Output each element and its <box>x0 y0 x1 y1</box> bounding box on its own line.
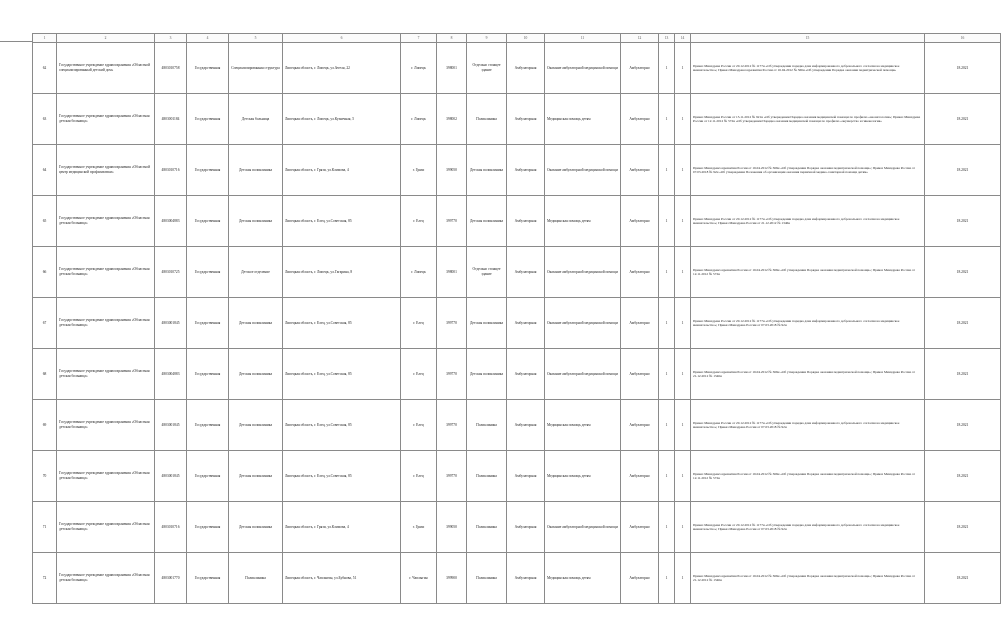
table-cell: г. Елец <box>401 400 437 451</box>
table-cell: Государственная <box>187 94 229 145</box>
table-cell: Липецкая область, г. Грязи, ул.Климова, 4 <box>283 145 401 196</box>
table-cell: 4803001845 <box>155 451 187 502</box>
table-cell: Детская поликлиника <box>467 349 507 400</box>
table-cell: Медицинская помощь детям <box>545 400 621 451</box>
table-cell: Детская больница <box>229 94 283 145</box>
table-cell: Оказание амбулаторной медицинской помощи <box>545 145 621 196</box>
table-cell: 1 <box>659 451 675 502</box>
table-cell: Государственная <box>187 145 229 196</box>
table-cell: 398002 <box>437 94 467 145</box>
table-cell: Государственное учреждение здравоохранения «Областная детская больница» <box>57 502 155 553</box>
table-row <box>33 349 1001 400</box>
table-cell: Государственная <box>187 43 229 94</box>
table-cell: Детская поликлиника <box>229 145 283 196</box>
table-cell: 71 <box>33 502 57 553</box>
table-cell: Медицинская помощь детям <box>545 553 621 604</box>
sheet-corner <box>0 33 32 42</box>
table-cell: 399770 <box>437 298 467 349</box>
table-cell: Государственная <box>187 400 229 451</box>
table-cell: Детская поликлиника <box>467 145 507 196</box>
table-cell: Липецкая область, г. Липецк, ул.Зегеля, 22 <box>283 43 401 94</box>
table-cell: Поликлиника <box>467 502 507 553</box>
table-row <box>33 196 1001 247</box>
table-cell: Приказ Минздрава России от 20.12.2012 № 1177н «Об утверждении порядка дачи информированного добровольного согласия на медицинское вмешательство»; Приказ Минздрава России от 07.03.2018 № 92н <box>691 400 925 451</box>
table-row <box>33 400 1001 451</box>
table-cell: 4803001845 <box>155 298 187 349</box>
table-cell: Амбулаторно <box>621 400 659 451</box>
table-cell: 1 <box>675 43 691 94</box>
table-cell: 4803010758 <box>155 43 187 94</box>
table-cell: Приказ Минздрава России от 15.11.2012 № 921н «Об утверждении Порядка оказания медицинской помощи по профилю «неонатология»; Приказ Минздрава России от 12.11.2012 № 572н «Об утверждении Порядка оказания медицинской помощи по профилю «акушерство и гинекология» <box>691 94 925 145</box>
table-cell: Липецкая область, г. Грязи, ул.Климова, 4 <box>283 502 401 553</box>
table-cell: 70 <box>33 451 57 502</box>
table-cell: 4803004883 <box>155 349 187 400</box>
table-cell: 399770 <box>437 451 467 502</box>
table-cell: Государственная <box>187 247 229 298</box>
table-cell: Государственная <box>187 553 229 604</box>
table-cell: Приказ Минздрава России от 20.12.2012 № 1177н «Об утверждении порядка дачи информированного добровольного согласия на медицинское вмешательство»; Приказ Минздрава России от 21.12.2012 № 1346н <box>691 196 925 247</box>
table-cell: 18.2021 <box>925 298 1001 349</box>
table-cell: 18.2021 <box>925 247 1001 298</box>
table-cell: Детская поликлиника <box>229 196 283 247</box>
table-cell: Приказ Минздравсоцразвития России от 16.04.2012 № 366н «Об утверждении Порядка оказания педиатрической помощи»; Приказ Минздрава России от 21.12.2012 № 1346н <box>691 349 925 400</box>
table-cell: Амбулаторная <box>507 247 545 298</box>
table-cell: 1 <box>659 145 675 196</box>
table-cell: Липецкая область, г. Елец, ул.Советская, 85 <box>283 451 401 502</box>
table-cell: Амбулаторно <box>621 451 659 502</box>
table-cell: г. Елец <box>401 451 437 502</box>
table-cell: Государственная <box>187 298 229 349</box>
table-cell: Детская поликлиника <box>229 400 283 451</box>
table-cell: 67 <box>33 298 57 349</box>
table-cell: Амбулаторно <box>621 553 659 604</box>
table-cell: Государственная <box>187 349 229 400</box>
column-number-header <box>33 34 1001 43</box>
table-cell: Амбулаторная <box>507 349 545 400</box>
table-cell: г. Чаплыгин <box>401 553 437 604</box>
table-cell: 4803010716 <box>155 502 187 553</box>
table-cell: Государственная <box>187 451 229 502</box>
table-cell: 65 <box>33 196 57 247</box>
table-cell: Липецкая область, г. Елец, ул.Советская, 85 <box>283 400 401 451</box>
table-cell: 1 <box>659 502 675 553</box>
table-cell: Липецкая область, г. Елец, ул.Советская, 85 <box>283 196 401 247</box>
column-number: 14 <box>675 34 691 43</box>
table-cell: Амбулаторно <box>621 196 659 247</box>
table-cell: 18.2021 <box>925 553 1001 604</box>
table-cell: г. Липецк <box>401 94 437 145</box>
table-cell: Амбулаторная <box>507 298 545 349</box>
table-cell: Государственное учреждение здравоохранения «Областная детская больница» <box>57 349 155 400</box>
table-cell: 18.2021 <box>925 43 1001 94</box>
table-cell: Поликлиника <box>467 94 507 145</box>
column-number: 16 <box>925 34 1001 43</box>
table-cell: Амбулаторно <box>621 43 659 94</box>
table-cell: 1 <box>659 43 675 94</box>
table-cell: Липецкая область, г. Липецк, ул.Кузнечная, 5 <box>283 94 401 145</box>
table-cell: 1 <box>675 145 691 196</box>
table-cell: Медицинская помощь детям <box>545 196 621 247</box>
table-cell: 18.2021 <box>925 94 1001 145</box>
table-cell: г. Елец <box>401 298 437 349</box>
table-cell: 68 <box>33 349 57 400</box>
column-number: 10 <box>507 34 545 43</box>
table-cell: Детская поликлиника <box>467 298 507 349</box>
table-cell: Государственное учреждение здравоохранения «Областной центр медицинской профилактики» <box>57 145 155 196</box>
table-cell: Поликлиника <box>229 553 283 604</box>
column-number: 2 <box>57 34 155 43</box>
table-cell: Государственное учреждение здравоохранения «Областная детская больница» <box>57 451 155 502</box>
table-row <box>33 298 1001 349</box>
table-cell: 63 <box>33 94 57 145</box>
table-row <box>33 451 1001 502</box>
table-cell: Детская поликлиника <box>467 196 507 247</box>
table-cell: Амбулаторная <box>507 196 545 247</box>
table-cell: Детская поликлиника <box>229 349 283 400</box>
table-cell: Поликлиника <box>467 553 507 604</box>
table-cell: 398001 <box>437 247 467 298</box>
table-cell: Приказ Минздравсоцразвития России от 16.04.2012 № 366н «Об утверждении Порядка оказания педиатрической помощи»; Приказ Минздрава России от 21.12.2012 № 1346н <box>691 553 925 604</box>
table-row <box>33 247 1001 298</box>
table-cell: г. Елец <box>401 349 437 400</box>
column-number: 7 <box>401 34 437 43</box>
table-cell: Амбулаторная <box>507 400 545 451</box>
column-number: 4 <box>187 34 229 43</box>
data-table <box>32 33 1001 604</box>
table-cell: Детская поликлиника <box>229 298 283 349</box>
column-number: 3 <box>155 34 187 43</box>
table-row <box>33 553 1001 604</box>
table-cell: 18.2021 <box>925 502 1001 553</box>
table-cell: Липецкая область, г. Чаплыгин, ул.Бубнова, 51 <box>283 553 401 604</box>
table-row <box>33 502 1001 553</box>
table-cell: Детское отделение <box>229 247 283 298</box>
table-row <box>33 94 1001 145</box>
table-cell: Амбулаторно <box>621 298 659 349</box>
column-number: 6 <box>283 34 401 43</box>
table-cell: 399050 <box>437 145 467 196</box>
table-cell: Поликлиника <box>467 400 507 451</box>
table-cell: 1 <box>659 94 675 145</box>
table-cell: Детская поликлиника <box>229 451 283 502</box>
table-cell: 1 <box>659 553 675 604</box>
table-cell: 69 <box>33 400 57 451</box>
table-cell: Государственная <box>187 196 229 247</box>
table-cell: 4803001184 <box>155 94 187 145</box>
table-cell: 1 <box>659 247 675 298</box>
table-cell: Амбулаторно <box>621 94 659 145</box>
table-body <box>33 43 1001 604</box>
table-cell: 62 <box>33 43 57 94</box>
column-number: 8 <box>437 34 467 43</box>
table-cell: 1 <box>675 451 691 502</box>
table-cell: 72 <box>33 553 57 604</box>
table-row <box>33 43 1001 94</box>
table-cell: Медицинская помощь детям <box>545 451 621 502</box>
table-cell: 64 <box>33 145 57 196</box>
table-cell: Амбулаторно <box>621 247 659 298</box>
table-cell: Приказ Минздрава России от 20.12.2012 № 1177н «Об утверждении порядка дачи информированного добровольного согласия на медицинское вмешательство»; Приказ Минздрава России от 07.03.2018 № 92н <box>691 502 925 553</box>
table-cell: Отдельно стоящее здание <box>467 43 507 94</box>
table-cell: 1 <box>675 502 691 553</box>
table-cell: Амбулаторная <box>507 502 545 553</box>
table-cell: Государственное учреждение здравоохранения «Областная детская больница» <box>57 553 155 604</box>
table-cell: Оказание амбулаторной медицинской помощи <box>545 247 621 298</box>
table-cell: Приказ Минздрава России от 20.12.2012 № 1177н «Об утверждении порядка дачи информированного добровольного согласия на медицинское вмешательство»; Приказ Минздравсоцразвития России от 16.04.2012 № 366н «Об утверждении Порядка оказания педиатрической помощи» <box>691 43 925 94</box>
table-cell: Детская поликлиника <box>229 502 283 553</box>
table-cell: Оказание амбулаторной медицинской помощи <box>545 349 621 400</box>
table-cell: Амбулаторная <box>507 451 545 502</box>
table-cell: 1 <box>675 400 691 451</box>
table-cell: Амбулаторная <box>507 94 545 145</box>
table-cell: Приказ Минздравсоцразвития России от 16.04.2012 № 366н «Об утверждении Порядка оказания педиатрической помощи»; Приказ Минздрава России от 07.03.2018 № 92н «Об утверждении Положения об организации оказания первичной медико-санитарной помощи детям» <box>691 145 925 196</box>
table-cell: 18.2021 <box>925 451 1001 502</box>
table-cell: г. Грязи <box>401 145 437 196</box>
table-cell: 398001 <box>437 43 467 94</box>
table-cell: Государственное учреждение здравоохранения «Областная детская больница» <box>57 94 155 145</box>
table-cell: Государственное учреждение здравоохранения «Областной специализированный детский дом» <box>57 43 155 94</box>
table-cell: 18.2021 <box>925 145 1001 196</box>
table-cell: 1 <box>675 247 691 298</box>
table-cell: Оказание амбулаторной медицинской помощи <box>545 43 621 94</box>
table-cell: 4803001770 <box>155 553 187 604</box>
table-cell: Липецкая область, г. Елец, ул.Советская, 85 <box>283 298 401 349</box>
table-cell: Оказание амбулаторной медицинской помощи <box>545 298 621 349</box>
table-cell: Амбулаторная <box>507 145 545 196</box>
table-cell: 1 <box>659 196 675 247</box>
table-cell: Государственное учреждение здравоохранения «Областная детская больница» <box>57 298 155 349</box>
table-cell: 18.2021 <box>925 349 1001 400</box>
column-number: 1 <box>33 34 57 43</box>
table-cell: 1 <box>659 400 675 451</box>
table-cell: 399770 <box>437 400 467 451</box>
table-cell: 4803010725 <box>155 247 187 298</box>
table-cell: 1 <box>675 94 691 145</box>
table-cell: Амбулаторно <box>621 349 659 400</box>
table-cell: Амбулаторная <box>507 553 545 604</box>
table-cell: Приказ Минздравсоцразвития России от 16.04.2012 № 366н «Об утверждении Порядка оказания педиатрической помощи»; Приказ Минздрава России от 12.11.2012 № 572н <box>691 451 925 502</box>
table-cell: 18.2021 <box>925 196 1001 247</box>
column-number: 12 <box>621 34 659 43</box>
table-cell: 399900 <box>437 553 467 604</box>
table-cell: г. Липецк <box>401 247 437 298</box>
table-cell: Приказ Минздравсоцразвития России от 16.04.2012 № 366н «Об утверждении Порядка оказания педиатрической помощи»; Приказ Минздрава России от 12.11.2012 № 572н <box>691 247 925 298</box>
table-cell: 399050 <box>437 502 467 553</box>
table-cell: Липецкая область, г. Елец, ул.Советская, 85 <box>283 349 401 400</box>
table-cell: 1 <box>659 298 675 349</box>
table-cell: 1 <box>675 298 691 349</box>
column-number: 5 <box>229 34 283 43</box>
table-cell: Липецкая область, г. Липецк, ул.Гагарина, 8 <box>283 247 401 298</box>
table-cell: Специализированная структура <box>229 43 283 94</box>
table-cell: Приказ Минздрава России от 20.12.2012 № 1177н «Об утверждении порядка дачи информированного добровольного согласия на медицинское вмешательство»; Приказ Минздрава России от 07.03.2018 № 92н <box>691 298 925 349</box>
table-cell: 1 <box>659 349 675 400</box>
table-cell: 4803010716 <box>155 145 187 196</box>
table-cell: Оказание амбулаторной медицинской помощи <box>545 502 621 553</box>
column-number: 9 <box>467 34 507 43</box>
column-number: 11 <box>545 34 621 43</box>
table-cell: Амбулаторно <box>621 145 659 196</box>
column-number: 13 <box>659 34 675 43</box>
table-cell: 399770 <box>437 349 467 400</box>
table-cell: 66 <box>33 247 57 298</box>
table-cell: Медицинская помощь детям <box>545 94 621 145</box>
table-cell: Отдельно стоящее здание <box>467 247 507 298</box>
table-cell: Амбулаторная <box>507 43 545 94</box>
table-cell: Государственная <box>187 502 229 553</box>
table-cell: г. Грязи <box>401 502 437 553</box>
table-cell: Поликлиника <box>467 451 507 502</box>
table-cell: г. Елец <box>401 196 437 247</box>
table-cell: 1 <box>675 349 691 400</box>
table-cell: Государственное учреждение здравоохранения «Областная детская больница» <box>57 247 155 298</box>
table-cell: Государственное учреждение здравоохранения «Областная детская больница» <box>57 400 155 451</box>
table-row <box>33 145 1001 196</box>
table-cell: 1 <box>675 553 691 604</box>
table-cell: 1 <box>675 196 691 247</box>
table-cell: 399770 <box>437 196 467 247</box>
table-cell: г. Липецк <box>401 43 437 94</box>
table-cell: Государственное учреждение здравоохранения «Областная детская больница» <box>57 196 155 247</box>
column-number: 15 <box>691 34 925 43</box>
table-cell: 18.2021 <box>925 400 1001 451</box>
table-cell: 4803004883 <box>155 196 187 247</box>
spreadsheet <box>32 33 969 604</box>
table-cell: 4803001845 <box>155 400 187 451</box>
table-cell: Амбулаторно <box>621 502 659 553</box>
